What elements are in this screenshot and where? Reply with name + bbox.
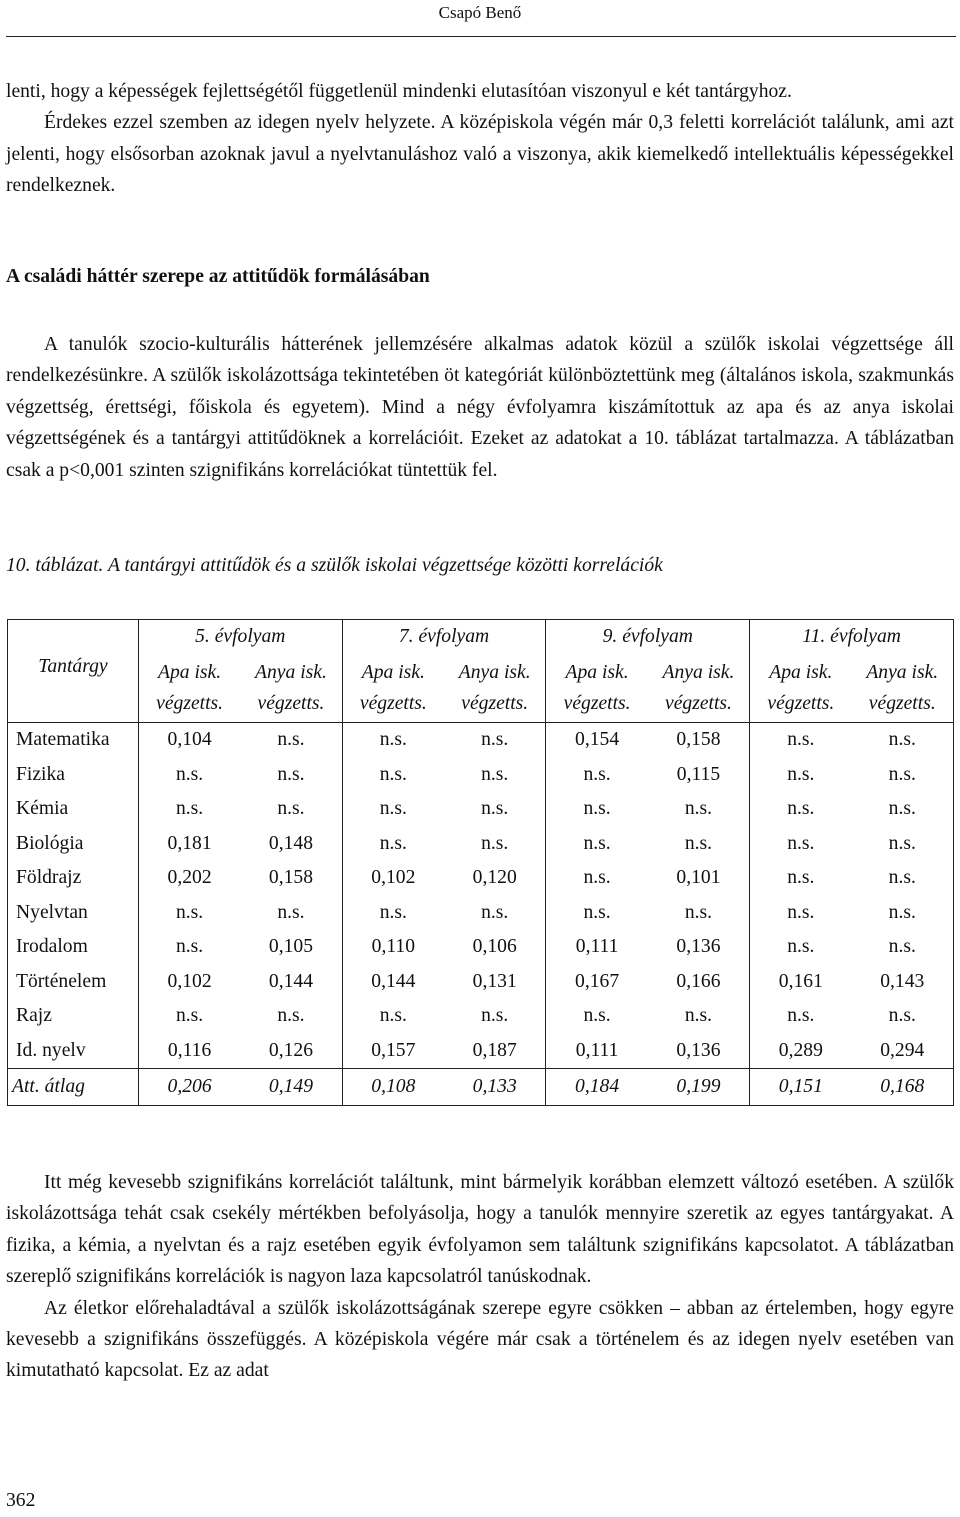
average-cell: 0,184 [546,1069,648,1106]
value-cell: 0,161 [778,970,823,992]
table-row [8,723,954,758]
subject-cell: Irodalom [8,930,139,965]
value-cell: 0,111 [546,1034,648,1069]
value-cell: n.s. [648,896,750,931]
value-cell: 0,102 [167,970,212,992]
page-number: 362 [6,1490,36,1511]
paragraph-fewer-correlations: Itt még kevesebb szignifikáns korrelációt találtunk, mint bármelyik korábban elemzett változó esetében. A szülők iskolázottsága tehát csak csekély mértékben befolyásolja, hogy a tanulók mennyire szeretik az egyes tantárgyakat. A fizika, a kémia, a nyelvtan és a rajz esetében egyik évfolyamon sem találtunk szignifikáns kapcsolatot. A táblázatban szereplő szignifikáns korrelációk is nagyon laza kapcsolatról tanúskodnak. [6,1172,954,1288]
table-row [8,861,954,896]
value-cell: n.s. [175,1005,204,1027]
value-cell: 0,102 [371,867,416,889]
table-row [8,965,954,1000]
value-cell: 0,111 [575,936,619,958]
correlation-table [7,619,954,1106]
value-cell: 0,144 [240,965,342,1000]
father-edu-header: Apa isk. végzetts. [750,654,852,723]
value-cell: n.s. [240,758,342,793]
father-edu-header: Apa isk. végzetts. [546,654,648,723]
value-cell: n.s. [583,1005,611,1027]
value-cell: 0,131 [444,965,546,1000]
value-cell: n.s. [379,798,407,820]
value-cell: 0,143 [852,965,954,1000]
subject-cell: Történelem [8,965,139,1000]
average-cell: 0,133 [444,1069,546,1106]
value-cell: n.s. [444,723,546,758]
value-cell: n.s. [379,1005,407,1027]
subject-cell: Rajz [8,999,139,1034]
subject-cell: Kémia [8,792,139,827]
running-header: Csapó Benő [438,3,522,22]
value-cell: 0,106 [444,930,546,965]
middle-text [6,329,954,486]
value-cell: n.s. [583,901,611,923]
average-cell: 0,168 [852,1069,954,1106]
mother-edu-header: Anya isk. végzetts. [240,654,342,723]
subject-column-header: Tantárgy [8,620,139,723]
value-cell: 0,120 [444,861,546,896]
value-cell: n.s. [444,896,546,931]
grade-header-5: 5. évfolyam [138,620,342,655]
value-cell: n.s. [444,792,546,827]
table-row [8,1034,954,1069]
value-cell: 0,105 [240,930,342,965]
subject-cell: Fizika [8,758,139,793]
value-cell: n.s. [379,832,407,854]
average-cell: 0,151 [750,1069,852,1106]
subject-cell: Biológia [8,827,139,862]
paragraph-age-effect: Az életkor előrehaladtával a szülők iskolázottságának szerepe egyre csökken – abban az értelemben, hogy egyre kevesebb a szignifikáns összefüggés. A középiskola végére már csak a történelem és az idegen nyelv esetében van kimutatható kapcsolat. Ez az adat [6,1297,954,1382]
value-cell: 0,166 [648,965,750,1000]
mother-edu-header: Anya isk. végzetts. [852,654,954,723]
average-row [8,1069,954,1106]
table-row [8,827,954,862]
table-row [8,896,954,931]
value-cell: n.s. [852,758,954,793]
value-cell: 0,158 [240,861,342,896]
value-cell: n.s. [852,999,954,1034]
average-cell: 0,108 [342,1069,444,1106]
table-row [8,999,954,1034]
subject-cell: Id. nyelv [8,1034,139,1069]
value-cell: n.s. [583,867,611,889]
value-cell: n.s. [787,798,815,820]
average-cell: 0,199 [648,1069,750,1106]
value-cell: n.s. [648,999,750,1034]
value-cell: n.s. [175,901,204,923]
table-row [8,930,954,965]
value-cell: n.s. [787,936,815,958]
paragraph-background: A tanulók szocio-kulturális hátterének jellemzésére alkalmas adatok közül a szülők iskolai végzettsége áll rendelkezésünkre. A szülők iskolázottsága tekintetében öt kategóriát különböztettünk meg (általános iskola, szakmunkás végzettség, érettségi, főiskola és egyetem). Mind a négy évfolyamra kiszámítottuk az apa és az anya iskolai végzettségének és a tantárgyi attitűdöknek a korrelációit. Ezeket az adatokat a 10. táblázat tartalmazza. A táblázatban csak a p<0,001 szinten szignifikáns korrelációkat tüntettük fel. [6,334,954,481]
value-cell: 0,154 [575,729,620,751]
value-cell: 0,157 [342,1034,444,1069]
value-cell: n.s. [583,832,611,854]
value-cell: n.s. [648,827,750,862]
table-row [8,758,954,793]
value-cell: 0,110 [371,936,416,958]
value-cell: n.s. [852,930,954,965]
table-row [8,792,954,827]
value-cell: n.s. [852,896,954,931]
bottom-text [6,1167,954,1387]
value-cell: 0,148 [240,827,342,862]
mother-edu-header: Anya isk. végzetts. [444,654,546,723]
value-cell: n.s. [444,827,546,862]
value-cell: n.s. [240,896,342,931]
paragraph-foreign-language: Érdekes ezzel szemben az idegen nyelv helyzete. A középiskola végén már 0,3 feletti korrelációt találunk, ami azt jelenti, hogy elsősorban azoknak javul a nyelvtanuláshoz való a viszonya, akik kiemelkedő intellektuális képességekkel rendelkeznek. [6,112,954,197]
paragraph-continued: lenti, hogy a képességek fejlettségétől függetlenül mindenki elutasítóan viszonyul e két tantárgyhoz. [6,81,792,102]
value-cell: n.s. [787,867,815,889]
value-cell: 0,136 [648,930,750,965]
value-cell: 0,294 [852,1034,954,1069]
value-cell: n.s. [852,792,954,827]
value-cell: n.s. [787,729,815,751]
subject-cell: Nyelvtan [8,896,139,931]
value-cell: n.s. [379,763,407,785]
value-cell: n.s. [240,792,342,827]
value-cell: 0,126 [240,1034,342,1069]
value-cell: 0,289 [750,1034,852,1069]
value-cell: 0,202 [167,867,212,889]
value-cell: n.s. [852,827,954,862]
subject-cell: Földrajz [8,861,139,896]
value-cell: n.s. [444,758,546,793]
value-cell: n.s. [444,999,546,1034]
value-cell: n.s. [787,901,815,923]
value-cell: n.s. [240,723,342,758]
value-cell: n.s. [240,999,342,1034]
value-cell: n.s. [787,1005,815,1027]
value-cell: n.s. [852,723,954,758]
value-cell: 0,167 [575,970,620,992]
value-cell: n.s. [583,763,611,785]
value-cell: n.s. [175,936,204,958]
value-cell: 0,181 [167,832,212,854]
value-cell: 0,101 [648,861,750,896]
value-cell: n.s. [787,763,815,785]
value-cell: n.s. [379,901,407,923]
value-cell: 0,116 [138,1034,240,1069]
average-cell: 0,206 [138,1069,240,1106]
value-cell: n.s. [787,832,815,854]
table-caption: 10. táblázat. A tantárgyi attitűdök és a szülők iskolai végzettsége közötti korrelációk [6,555,663,576]
value-cell: n.s. [379,729,407,751]
value-cell: n.s. [583,798,611,820]
grade-header-11: 11. évfolyam [750,620,954,655]
section-heading: A családi háttér szerepe az attitűdök formálásában [6,266,430,287]
header-divider [6,36,956,37]
parent-header-row [8,654,954,723]
value-cell: n.s. [648,792,750,827]
value-cell: 0,136 [648,1034,750,1069]
top-text [6,76,954,202]
value-cell: n.s. [175,798,204,820]
mother-edu-header: Anya isk. végzetts. [648,654,750,723]
subject-cell: Matematika [8,723,139,758]
correlation-table-wrapper [7,619,954,1106]
value-cell: 0,187 [444,1034,546,1069]
grade-header-7: 7. évfolyam [342,620,546,655]
value-cell: 0,158 [648,723,750,758]
value-cell: n.s. [852,861,954,896]
value-cell: 0,144 [371,970,416,992]
value-cell: 0,115 [648,758,750,793]
grade-header-9: 9. évfolyam [546,620,750,655]
average-label: Att. átlag [8,1069,139,1106]
father-edu-header: Apa isk. végzetts. [138,654,240,723]
grade-header-row [8,620,954,655]
value-cell: n.s. [175,763,204,785]
average-cell: 0,149 [240,1069,342,1106]
father-edu-header: Apa isk. végzetts. [342,654,444,723]
value-cell: 0,104 [167,729,212,751]
